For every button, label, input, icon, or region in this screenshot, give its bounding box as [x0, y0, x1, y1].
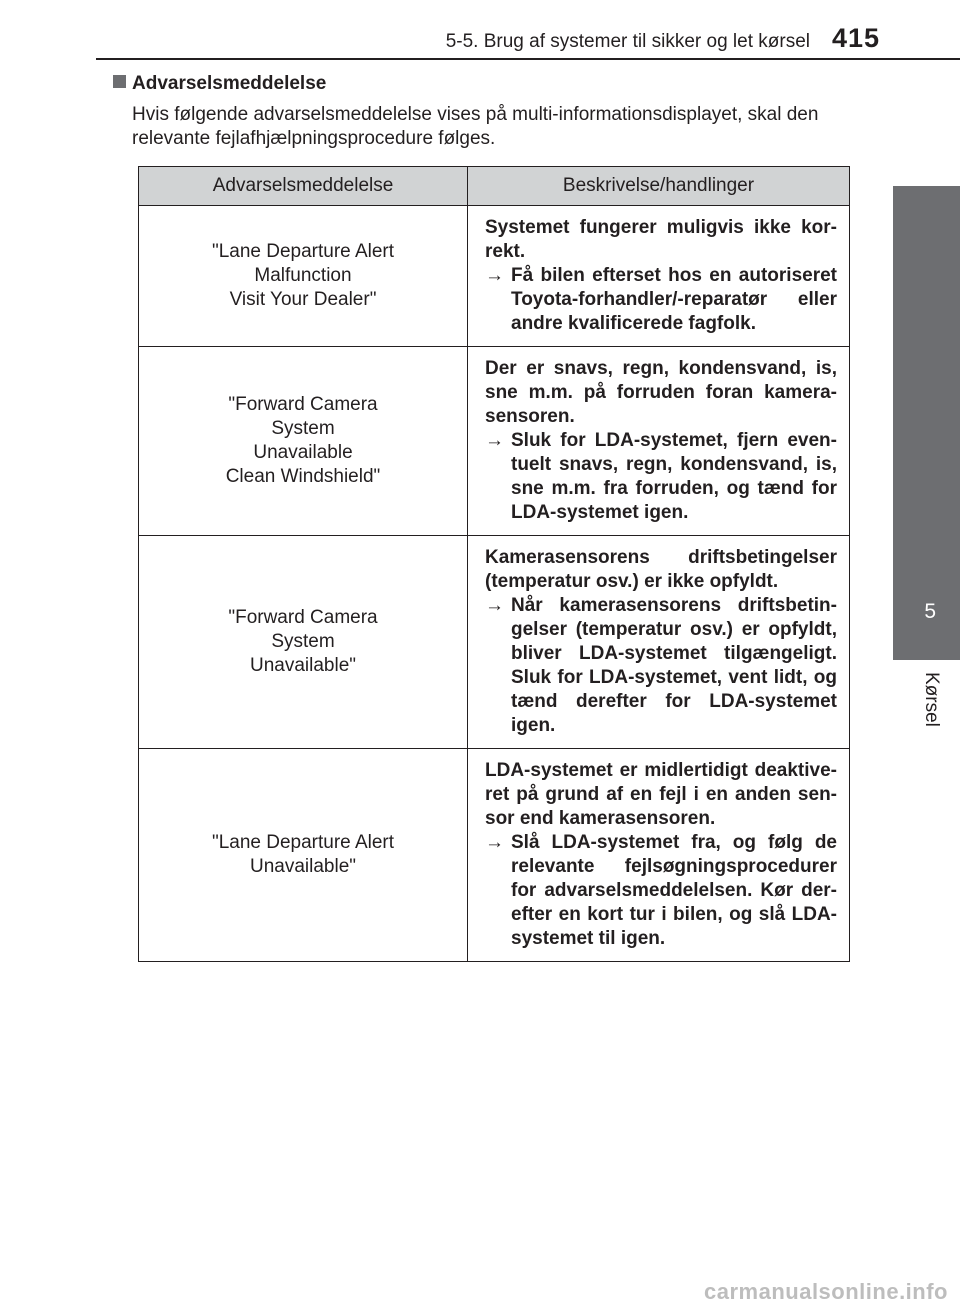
- warning-description: [468, 347, 850, 536]
- table-row: [139, 536, 850, 749]
- table-header-row: [139, 167, 850, 206]
- action-item: [485, 594, 837, 738]
- square-bullet-icon: [113, 75, 126, 88]
- chapter-tab: [893, 186, 960, 660]
- column-header-message: Advarselsmeddelelse: [139, 167, 468, 206]
- intro-paragraph: Hvis følgende advarselsmeddelelse vises på multi-informationsdisplayet, skal den relevante fejlafhjælpningsprocedure følges.: [132, 104, 819, 149]
- warning-description: [468, 749, 850, 962]
- table-row: [139, 206, 850, 347]
- warning-table: [138, 166, 850, 962]
- arrow-right-icon: →: [485, 595, 504, 616]
- action-text: Få bilen efterset hos en autoriseret Toyota-forhandler/-reparatør eller andre kvalificerede fagfolk.: [511, 265, 837, 334]
- warning-message: "Lane Departure Alert Malfunction Visit Your Dealer": [139, 206, 468, 347]
- chapter-label: Kørsel: [921, 672, 942, 727]
- arrow-right-icon: →: [485, 430, 504, 451]
- action-text: Sluk for LDA-systemet, fjern even-tuelt snavs, regn, kondensvand, is, sne m.m. fra forruden, og tænd for LDA-systemet igen.: [511, 430, 837, 523]
- chapter-number: 5: [924, 600, 936, 623]
- action-item: [485, 831, 837, 951]
- warning-description: [468, 206, 850, 347]
- page-header: [0, 0, 960, 60]
- section-heading-text: Advarselsmeddelelse: [132, 73, 327, 94]
- page-number: 415: [831, 23, 880, 53]
- description-text: Kamerasensorens driftsbetingelser (temperatur osv.) er ikke opfyldt.: [485, 547, 837, 592]
- table-row: [139, 749, 850, 962]
- arrow-right-icon: →: [485, 832, 504, 853]
- section-heading: [113, 73, 326, 95]
- description-text: Der er snavs, regn, kondensvand, is, sne m.m. på forruden foran kamera-sensoren.: [485, 358, 837, 427]
- warning-description: [468, 536, 850, 749]
- table-row: [139, 347, 850, 536]
- description-text: Systemet fungerer muligvis ikke kor-rekt.: [485, 217, 837, 262]
- arrow-right-icon: →: [485, 265, 504, 286]
- description-text: LDA-systemet er midlertidigt deaktive-ret på grund af en fejl i en anden sen-sor end kamerasensoren.: [485, 760, 837, 829]
- section-title: 5-5. Brug af systemer til sikker og let kørsel: [445, 31, 810, 52]
- warning-message: "Forward Camera System Unavailable Clean Windshield": [139, 347, 468, 536]
- column-header-description: Beskrivelse/handlinger: [468, 167, 850, 206]
- action-text: Når kamerasensorens driftsbetin-gelser (temperatur osv.) er opfyldt, bliver LDA-systemet tilgængeligt. Sluk for LDA-systemet, vent lidt, og tænd derefter for LDA-systemet igen.: [511, 595, 837, 736]
- action-text: Slå LDA-systemet fra, og følg de relevante fejlsøgningsprocedurer for advarselsmeddelelsen. Kør der-efter en kort tur i bilen, og slå LDA-systemet til igen.: [511, 832, 837, 949]
- header-rule: [96, 58, 960, 60]
- action-item: [485, 429, 837, 525]
- watermark: carmanualsonline.info: [704, 1279, 948, 1304]
- warning-message: "Lane Departure Alert Unavailable": [139, 749, 468, 962]
- action-item: [485, 264, 837, 336]
- warning-message: "Forward Camera System Unavailable": [139, 536, 468, 749]
